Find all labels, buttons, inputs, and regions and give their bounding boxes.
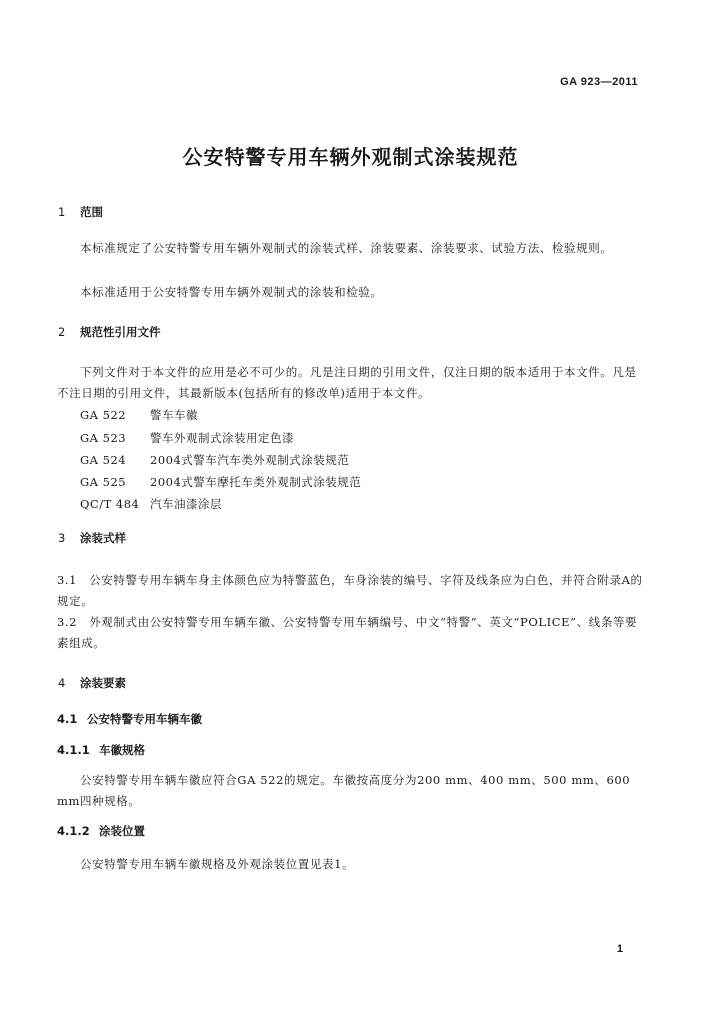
reference-item (80, 474, 361, 490)
section-2-paragraph-1: 下列文件对于本文件的应用是必不可少的。凡是注日期的引用文件，仅注日期的版本适用于本文件。凡是不注日期的引用文件，其最新版本(包括所有的修改单)适用于本文件。 (57, 365, 637, 400)
section-number: 4.1.2 (57, 824, 90, 838)
reference-item (80, 496, 222, 512)
reference-title: 2004式警车汽车类外观制式涂装规范 (150, 453, 350, 467)
section-number: 2 (58, 325, 66, 339)
section-title: 车徽规格 (99, 743, 145, 757)
section-number: 4.1.1 (57, 743, 90, 757)
reference-code: QC/T 484 (80, 497, 140, 511)
section-2-heading (58, 324, 161, 340)
section-4-1-2-paragraph: 公安特警专用车辆车徽规格及外观涂装位置见表1。 (80, 857, 355, 871)
reference-item (80, 452, 349, 468)
section-title: 涂装位置 (99, 824, 145, 838)
section-3-2-paragraph: 3.2 外观制式由公安特警专用车辆车徽、公安特警专用车辆编号、中文“特警”、英文“POLICE”、线条等要素组成。 (57, 615, 638, 650)
reference-item (80, 407, 198, 423)
section-title: 涂装要素 (80, 676, 126, 690)
section-3-1-paragraph: 3.1 公安特警专用车辆车身主体颜色应为特警蓝色，车身涂装的编号、字符及线条应为白色，并符合附录A的规定。 (57, 573, 643, 608)
document-title: 公安特警专用车辆外观制式涂装规范 (182, 145, 519, 169)
reference-title: 警车外观制式涂装用定色漆 (150, 431, 294, 445)
section-4-1-1-heading (57, 742, 145, 758)
section-1-paragraph-2: 本标准适用于公安特警专用车辆外观制式的涂装和检验。 (80, 285, 383, 299)
section-4-1-1-paragraph: 公安特警专用车辆车徽应符合GA 522的规定。车徽按高度分为200 mm、400 mm、500 mm、600 mm四种规格。 (57, 773, 631, 808)
section-number: 1 (58, 205, 66, 219)
section-1-heading (58, 204, 103, 220)
reference-code: GA 525 (80, 475, 127, 489)
section-3-heading (58, 530, 126, 546)
reference-code: GA 524 (80, 453, 127, 467)
section-number: 4.1 (57, 712, 78, 726)
page-number: 1 (616, 943, 623, 955)
standard-number: GA 923—2011 (560, 76, 638, 88)
section-4-heading (58, 675, 126, 691)
section-number: 4 (58, 676, 66, 690)
section-title: 公安特警专用车辆车徽 (87, 712, 202, 726)
section-title: 范围 (80, 205, 103, 219)
section-number: 3 (58, 531, 66, 545)
section-title: 规范性引用文件 (80, 325, 161, 339)
reference-title: 汽车油漆涂层 (150, 497, 222, 511)
section-4-1-2-heading (57, 823, 145, 839)
section-4-1-heading (57, 711, 202, 727)
reference-code: GA 522 (80, 408, 127, 422)
reference-title: 2004式警车摩托车类外观制式涂装规范 (150, 475, 362, 489)
section-1-paragraph-1: 本标准规定了公安特警专用车辆外观制式的涂装式样、涂装要素、涂装要求、试验方法、检验规则。 (80, 241, 613, 255)
reference-title: 警车车徽 (150, 408, 198, 422)
section-title: 涂装式样 (80, 531, 126, 545)
reference-code: GA 523 (80, 431, 127, 445)
reference-item (80, 430, 294, 446)
